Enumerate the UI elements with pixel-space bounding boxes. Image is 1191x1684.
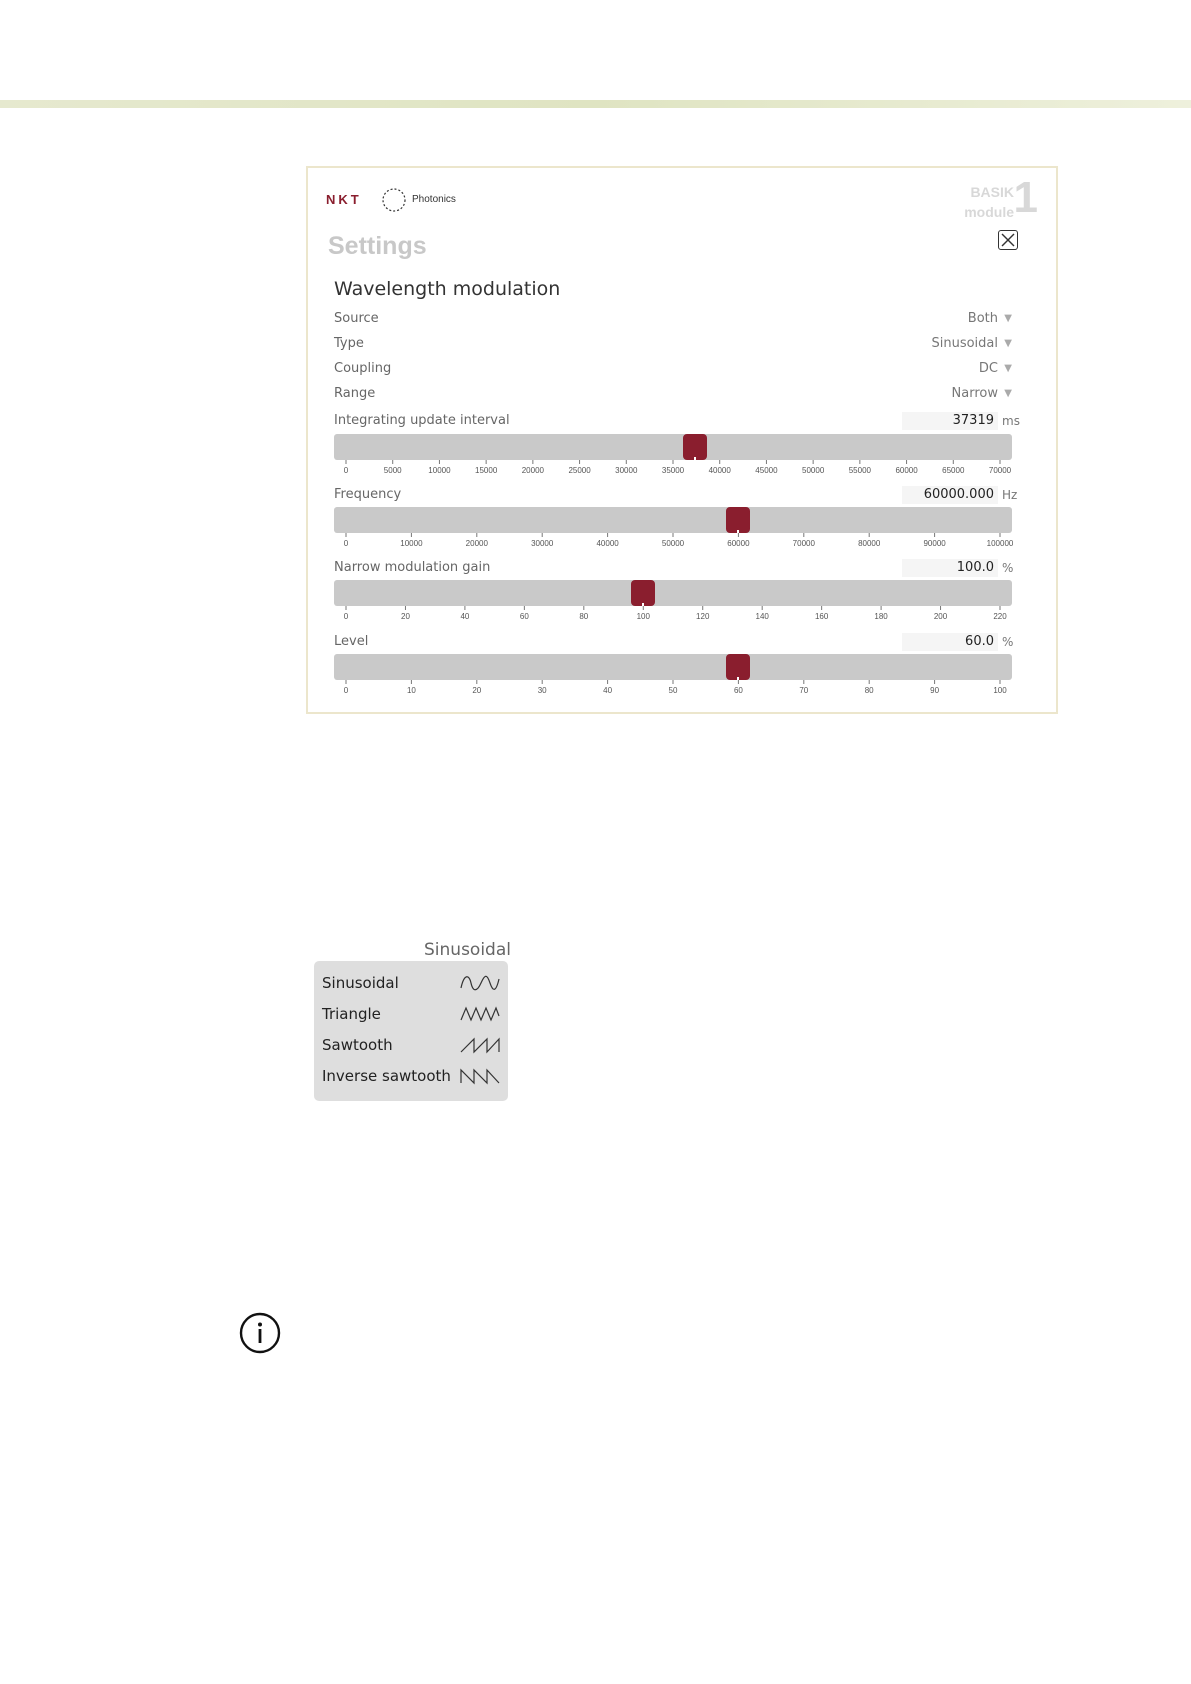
option-label: Sawtooth	[322, 1036, 393, 1054]
tick-marks	[334, 606, 1012, 612]
tick-marks	[334, 680, 1012, 686]
logo-mark: NKT	[326, 192, 362, 207]
range-label: Range	[334, 386, 376, 401]
tick-label: 35000	[661, 466, 685, 475]
tick-label: 60000	[727, 539, 750, 548]
modulation-gain-slider[interactable]	[334, 580, 1012, 606]
settings-panel	[306, 166, 1058, 714]
frequency-slider[interactable]	[334, 507, 1012, 533]
slider-handle[interactable]	[631, 580, 655, 606]
dropdown-arrow-icon[interactable]: ▼	[1004, 338, 1012, 349]
tick-label: 30	[537, 686, 547, 695]
type-select[interactable]: Sinusoidal	[931, 336, 998, 351]
type-label: Type	[334, 336, 364, 351]
tick-label: 50	[668, 686, 678, 695]
range-select-row[interactable]	[334, 386, 1012, 406]
sine-wave-icon	[460, 973, 500, 993]
modulation-gain-ticks	[334, 606, 1012, 624]
tick-label: 20000	[521, 466, 544, 475]
info-icon	[239, 1312, 281, 1354]
module-number: 1	[1013, 173, 1038, 222]
option-inverse-sawtooth[interactable]	[322, 1064, 504, 1090]
tick-label: 25000	[568, 466, 591, 475]
tick-label: 45000	[755, 466, 778, 475]
tick-label: 50000	[802, 466, 825, 475]
tick-marks	[334, 460, 1012, 466]
slider-handle[interactable]	[683, 434, 707, 460]
update-interval-unit: ms	[1002, 414, 1020, 428]
logo-text: Photonics	[412, 194, 456, 205]
frequency-label: Frequency	[334, 487, 402, 502]
tick-label: 60000	[895, 466, 918, 475]
coupling-select-row[interactable]	[334, 361, 1012, 381]
type-dropdown-list	[314, 961, 508, 1101]
tick-label: 200	[933, 612, 948, 621]
option-label: Inverse sawtooth	[322, 1067, 451, 1085]
tick-label: 40	[603, 686, 613, 695]
tick-label: 100	[636, 612, 650, 621]
tick-label: 40	[460, 612, 470, 621]
modulation-gain-input[interactable]: 100.0	[902, 559, 998, 577]
tick-label: 10	[406, 686, 416, 695]
tick-label: 60	[733, 686, 743, 695]
tick-label: 220	[993, 612, 1007, 621]
section-title: Wavelength modulation	[334, 278, 561, 300]
dropdown-arrow-icon[interactable]: ▼	[1004, 363, 1012, 374]
tick-label: 30000	[531, 539, 554, 548]
tick-label: 10000	[428, 466, 451, 475]
modulation-gain-label: Narrow modulation gain	[334, 560, 491, 575]
tick-label: 0	[343, 466, 349, 475]
range-select[interactable]: Narrow	[951, 386, 998, 401]
tick-label: 160	[814, 612, 829, 621]
tick-label: 10000	[400, 539, 423, 548]
tick-label: 80	[579, 612, 589, 621]
option-sawtooth[interactable]	[322, 1033, 504, 1059]
level-input[interactable]: 60.0	[902, 633, 998, 651]
tick-label: 100	[993, 686, 1007, 695]
tick-marks	[334, 533, 1012, 539]
tick-label: 120	[696, 612, 710, 621]
tick-label: 20	[472, 686, 482, 695]
tick-label: 70000	[792, 539, 815, 548]
level-ticks	[334, 680, 1012, 698]
tick-label: 0	[343, 612, 349, 621]
settings-title: Settings	[328, 232, 427, 260]
tick-label: 30000	[615, 466, 638, 475]
source-label: Source	[334, 311, 379, 326]
source-select-row[interactable]	[334, 311, 1012, 331]
level-slider[interactable]	[334, 654, 1012, 680]
modulation-gain-unit: %	[1002, 561, 1014, 575]
tick-label: 80000	[858, 539, 881, 548]
tick-label: 180	[874, 612, 888, 621]
triangle-wave-icon	[460, 1004, 500, 1024]
coupling-select[interactable]: DC	[978, 361, 998, 376]
level-label: Level	[334, 634, 369, 649]
page-header-rule	[0, 100, 1191, 108]
update-interval-ticks	[334, 460, 1012, 478]
frequency-input[interactable]: 60000.000	[902, 486, 998, 504]
tick-label: 5000	[383, 466, 402, 475]
type-select-row[interactable]	[334, 336, 1012, 356]
level-unit: %	[1002, 635, 1014, 649]
sawtooth-wave-icon	[460, 1035, 500, 1055]
tick-label: 40000	[708, 466, 731, 475]
tick-label: 65000	[942, 466, 965, 475]
tick-label: 100000	[986, 539, 1014, 548]
module-name-line2: module	[964, 204, 1014, 220]
option-sinusoidal[interactable]	[322, 971, 504, 997]
coupling-label: Coupling	[334, 361, 392, 376]
option-triangle[interactable]	[322, 1002, 504, 1028]
update-interval-slider[interactable]	[334, 434, 1012, 460]
tick-label: 20000	[465, 539, 488, 548]
slider-handle[interactable]	[726, 654, 750, 680]
tick-label: 0	[343, 539, 349, 548]
module-badge	[964, 182, 1014, 222]
tick-label: 70000	[988, 466, 1012, 475]
slider-handle[interactable]	[726, 507, 750, 533]
tick-label: 90	[930, 686, 940, 695]
frequency-ticks	[334, 533, 1012, 551]
tick-label: 40000	[596, 539, 619, 548]
dropdown-arrow-icon[interactable]: ▼	[1004, 388, 1012, 399]
option-label: Sinusoidal	[322, 974, 399, 992]
tick-label: 20	[401, 612, 410, 621]
tick-label: 55000	[848, 466, 871, 475]
close-button[interactable]	[998, 230, 1018, 250]
source-select[interactable]: Both	[967, 311, 998, 326]
tick-label: 90000	[923, 539, 946, 548]
dropdown-arrow-icon[interactable]: ▼	[1004, 313, 1012, 324]
type-dropdown-current[interactable]: Sinusoidal	[424, 940, 511, 960]
tick-label: 15000	[475, 466, 498, 475]
tick-label: 50000	[661, 539, 685, 548]
inverse-sawtooth-wave-icon	[460, 1066, 500, 1086]
update-interval-input[interactable]: 37319	[902, 412, 998, 430]
tick-label: 140	[755, 612, 769, 621]
nkt-logo	[326, 186, 456, 214]
module-name-line1: BASIK	[970, 184, 1014, 200]
tick-label: 60	[519, 612, 529, 621]
frequency-unit: Hz	[1002, 488, 1018, 502]
option-label: Triangle	[322, 1005, 381, 1023]
update-interval-label: Integrating update interval	[334, 413, 510, 428]
tick-label: 80	[864, 686, 874, 695]
tick-label: 0	[343, 686, 349, 695]
tick-label: 70	[799, 686, 809, 695]
close-icon	[1001, 233, 1015, 247]
